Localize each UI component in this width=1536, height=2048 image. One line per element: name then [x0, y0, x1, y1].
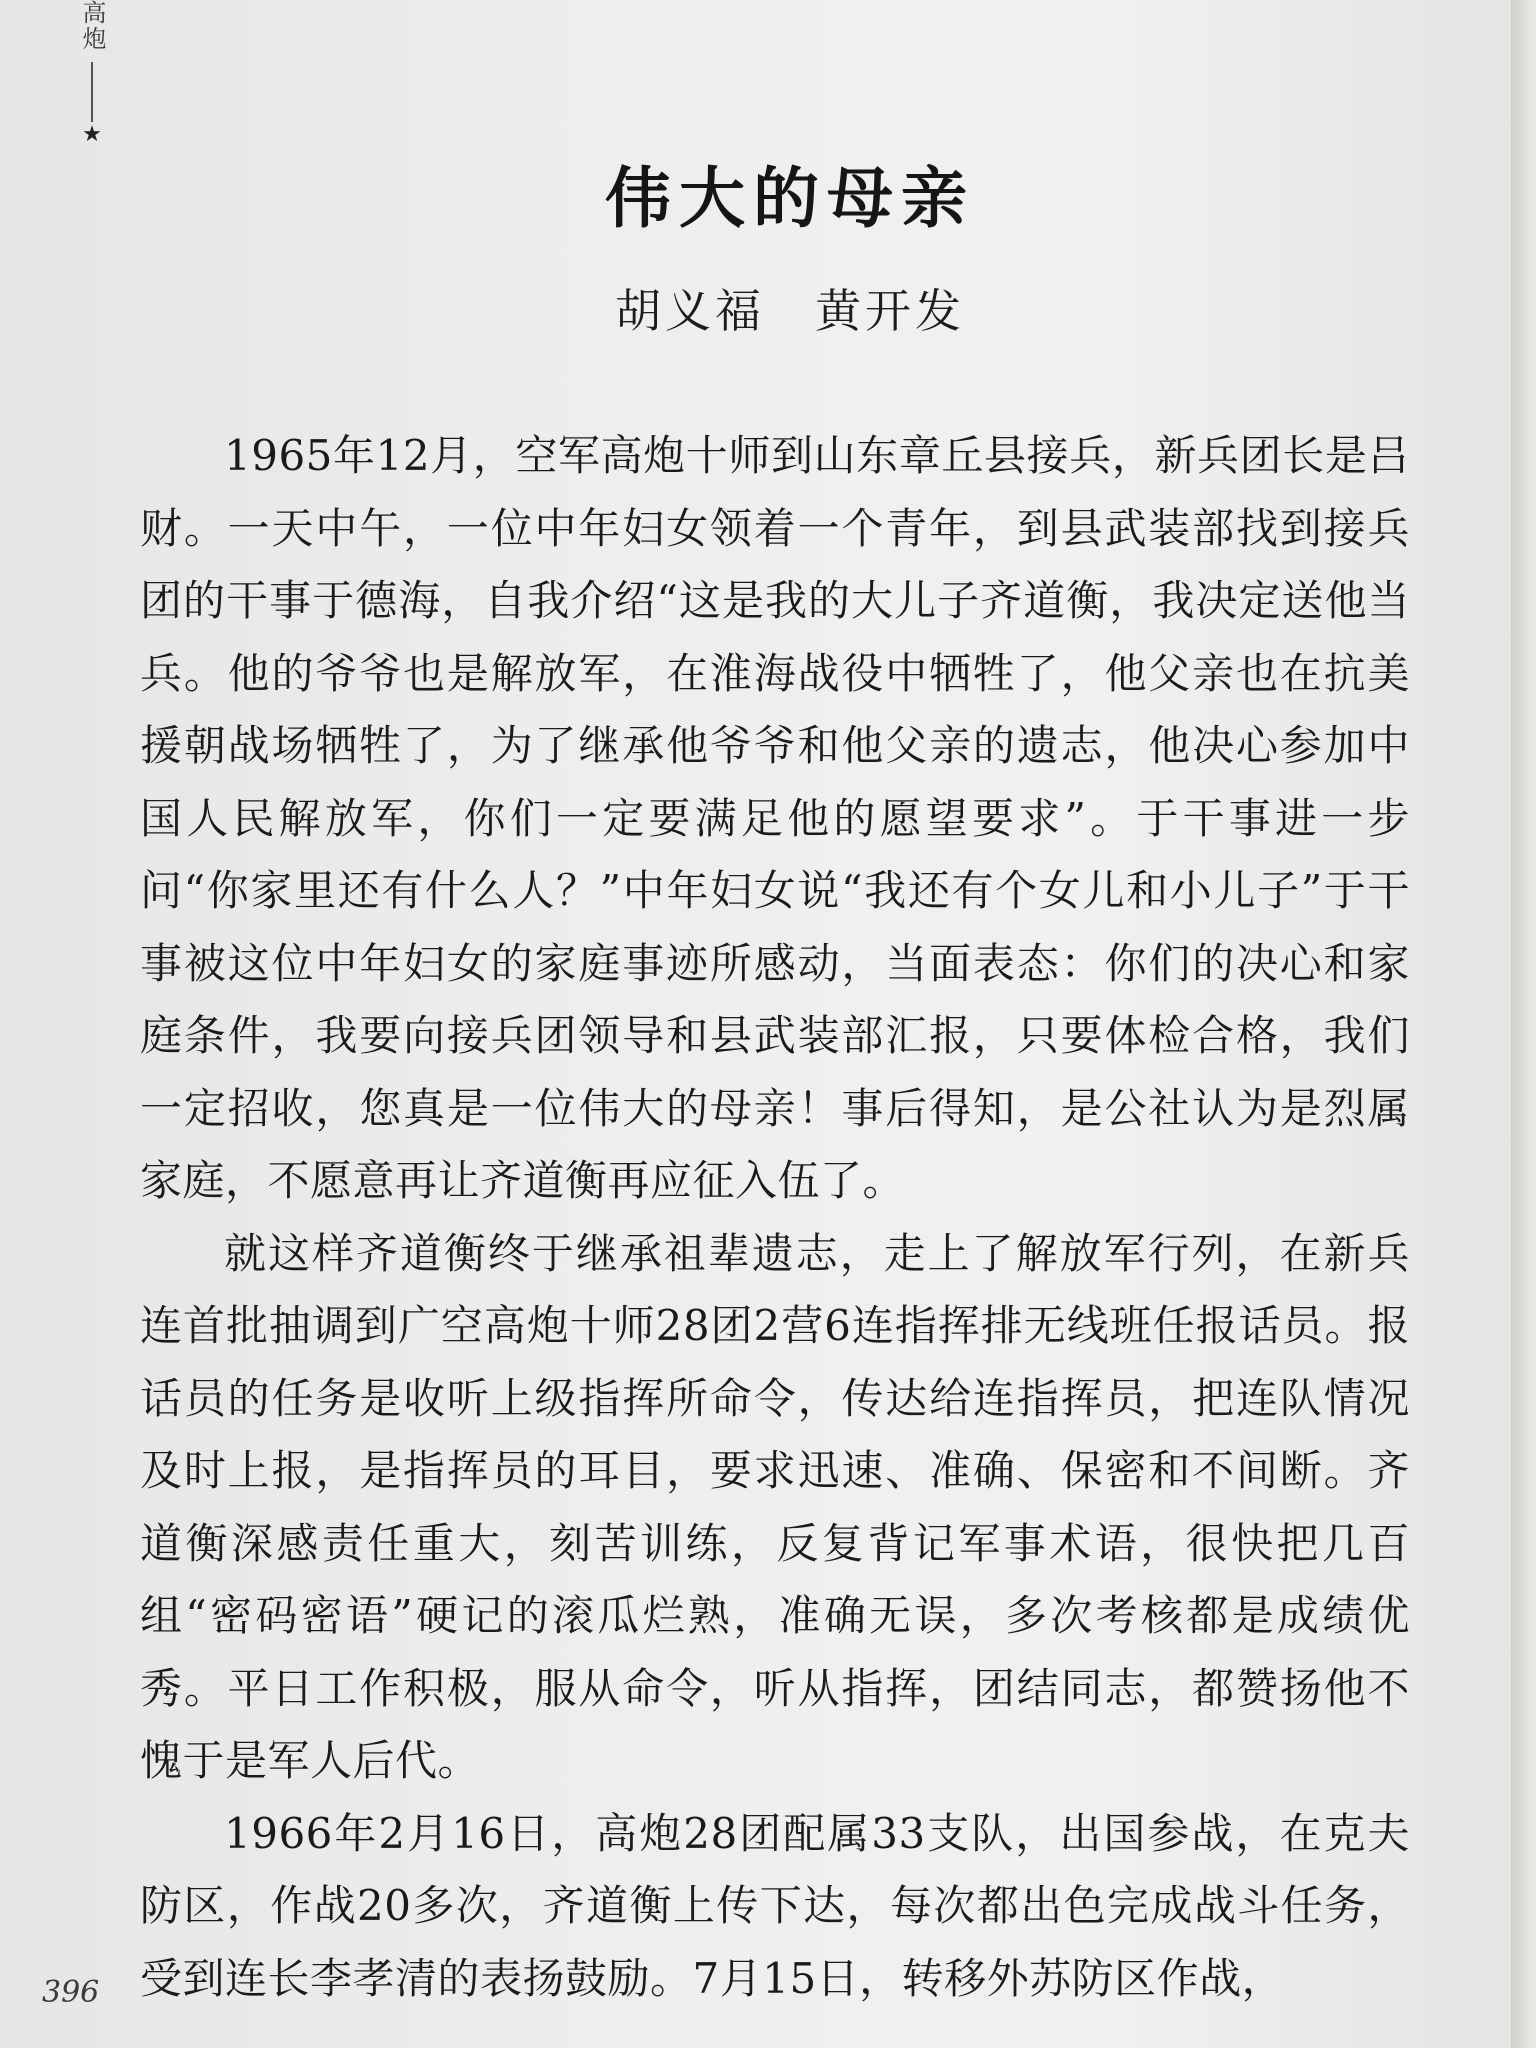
paragraph: 1966年2月16日，高炮28团配属33支队，出国参战，在克夫防区，作战20多次，齐道衡上传下达，每次都出色完成战斗任务，受到连长李孝清的表扬鼓励。7月15日，转移外苏防区作战， [140, 1808, 1410, 2003]
running-title: 高炮 [78, 0, 106, 52]
article-authors [0, 275, 1536, 341]
paragraph: 就这样齐道衡终于继承祖辈遗志，走上了解放军行列，在新兵连首批抽调到广空高炮十师28团2营6连指挥排无线班任报话员。报话员的任务是收听上级指挥所命令，传达给连指挥员，把连队情况及时上报，是指挥员的耳目，要求迅速、准确、保密和不间断。齐道衡深感责任重大，刻苦训练，反复背记军事术语，很快把几百组“密码密语”硬记的滚瓜烂熟，准确无误，多次考核都是成绩优秀。平日工作积极，服从命令，听从指挥，团结同志，都赞扬他不愧于是军人后代。 [140, 1228, 1410, 1785]
article-title: 伟大的母亲 [605, 159, 975, 237]
star-icon: ★ [82, 122, 102, 147]
page-number: 396 [42, 1975, 100, 2010]
next-page-edge [1511, 0, 1536, 2048]
paragraph: 1965年12月，空军高炮十师到山东章丘县接兵，新兵团长是吕 财。一天中午，一位中年妇女领着一个青年，到县武装部找到接兵团的干事于德海，自我介绍“这是我的大儿子齐道衡，我决定送他当兵。他的爷爷也是解放军，在淮海战役中牺牲了，他父亲也在抗美援朝战场牺牲了，为了继承他爷爷和他父亲的遗志，他决心参加中国人民解放军，你们一定要满足他的愿望要求”。于干事进一步问“你家里还有什么人？”中年妇女说“我还有个女儿和小儿子”于干事被这位中年妇女的家庭事迹所感动，当面表态：你们的决心和家庭条件，我要向接兵团领导和县武装部汇报，只要体检合格，我们一定招收，您真是一位伟大的母亲！事后得知，是公社认为是烈属家庭，不愿意再让齐道衡再应征入伍了。 [140, 431, 1410, 1205]
header-rule [91, 62, 93, 122]
author-name: 胡义福 [615, 284, 765, 338]
running-header [72, 0, 112, 146]
article-body [140, 420, 1410, 2015]
author-name: 黄开发 [815, 284, 965, 338]
